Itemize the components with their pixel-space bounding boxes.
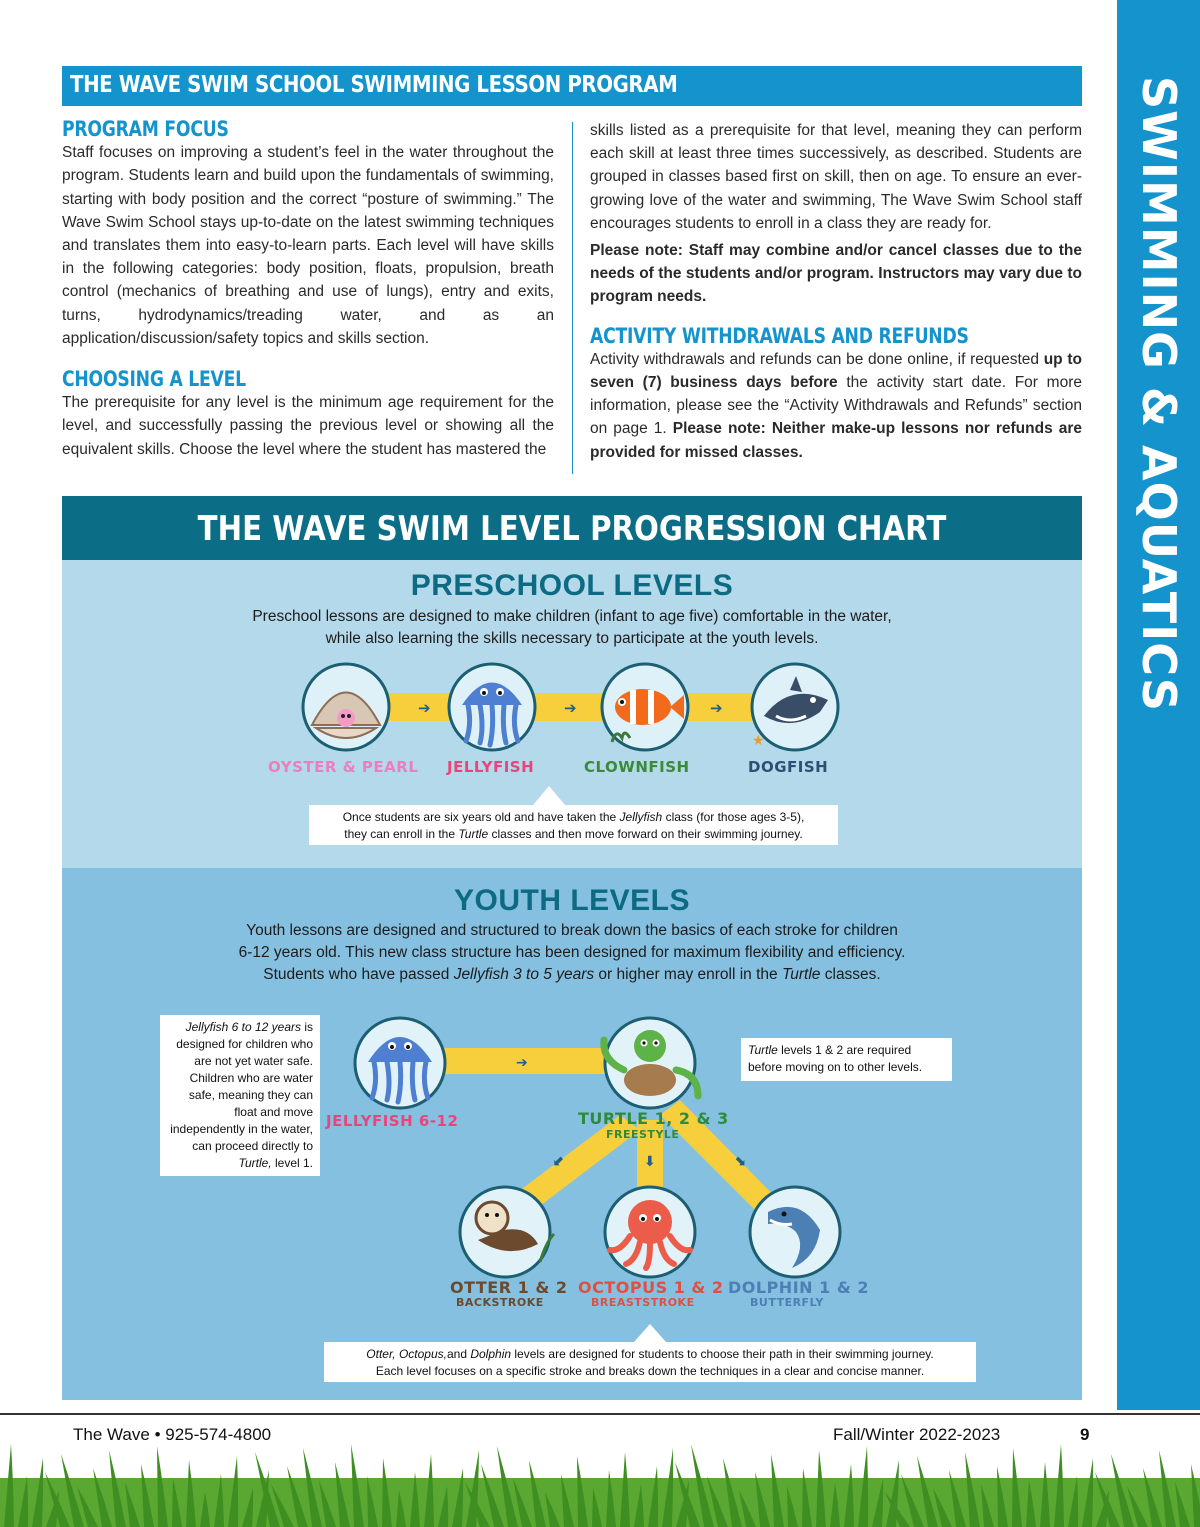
withdrawals-body-1: Activity withdrawals and refunds can be done online, if requested — [590, 350, 1040, 368]
choosing-level-heading: CHOOSING A LEVEL — [62, 367, 246, 392]
footer-contact: The Wave • 925-574-4800 — [73, 1425, 272, 1444]
bottom-note-text: levels are designed for students to choose their path in their swimming journey. — [511, 1347, 934, 1361]
youth-desc-text: Students who have passed — [263, 966, 454, 983]
preschool-note — [309, 805, 838, 845]
withdrawals-body-2: the activity start date. For more information, please see the “Activity Withdrawals and Refunds” section on page 1. — [590, 374, 1082, 438]
level-dogfish: DOGFISH — [748, 758, 829, 776]
level-oyster-pearl: OYSTER & PEARL — [268, 758, 419, 776]
program-focus-body: Staff focuses on improving a student’s feel in the water throughout the program. Students learn and build upon the fundamentals of swimming, starting with body position and the correct “posture of swimming.” The Wave Swim School stays up-to-date on the latest swimming techniques and translates them into easy-to-learn parts. Each level will have skills in the following categories: body position, floats, propulsion, breath control (mechanics of breathing and use of lungs), entry and exits, turns, hydrodynamics/treading water, and as an application/discussion/safety topics and skills section. — [62, 144, 554, 347]
arrow-right-icon: ➔ — [710, 699, 723, 717]
preschool-note-text: Once students are six years old and have taken the — [342, 810, 620, 824]
right-note-italic: Turtle — [748, 1043, 778, 1057]
page-title: THE WAVE SWIM SCHOOL SWIMMING LESSON PROGRAM — [70, 72, 678, 98]
bottom-note-italic: Dolphin — [470, 1347, 512, 1361]
youth-desc-line-3 — [62, 964, 1082, 986]
page-number: 9 — [1080, 1425, 1090, 1444]
youth-desc-text: or higher may enroll in the — [594, 966, 782, 983]
level-turtle: TURTLE 1, 2 & 3 — [578, 1109, 729, 1128]
chart-title: THE WAVE SWIM LEVEL PROGRESSION CHART — [197, 509, 947, 549]
left-note-text: level 1. — [271, 1156, 313, 1170]
level-clownfish: CLOWNFISH — [584, 758, 690, 776]
arrow-right-icon: ➔ — [564, 699, 577, 717]
youth-desc-line-2: 6-12 years old. This new class structure has been designed for maximum flexibility and efficiency. — [238, 944, 906, 961]
withdrawals-heading: ACTIVITY WITHDRAWALS AND REFUNDS — [590, 323, 969, 348]
arrow-right-icon: ➔ — [516, 1055, 528, 1071]
youth-paths — [400, 1048, 800, 1240]
level-turtle-stroke: FREESTYLE — [606, 1128, 680, 1141]
level-dolphin-stroke: BUTTERFLY — [750, 1296, 824, 1309]
preschool-desc-line-1: Preschool lessons are designed to make children (infant to age five) comfortable in the water, — [252, 608, 892, 625]
level-jellyfish-6-12: JELLYFISH 6-12 — [326, 1112, 459, 1130]
choosing-level-body: The prerequisite for any level is the minimum age requirement for the level, and successfully passing the previous level or showing all the equivalent skills. Choose the level where the student has mastered the — [62, 394, 554, 458]
turtle-note — [741, 1038, 952, 1081]
left-note-text: is designed for children who are not yet water safe. Children who are water safe, meaning they can float and move independently in the water, can proceed directly to — [170, 1020, 313, 1153]
arrow-down-left-icon: ⬋ — [553, 1153, 565, 1169]
dogfish-icon — [752, 664, 838, 750]
dolphin-icon — [750, 1187, 840, 1277]
preschool-heading: PRESCHOOL LEVELS — [410, 569, 734, 602]
youth-desc-line-1: Youth lessons are designed and structured to break down the basics of each stroke for children — [246, 922, 898, 939]
jellyfish-icon — [449, 664, 535, 750]
choosing-level-continued: skills listed as a prerequisite for that level, meaning they can perform each skill at least three times successively, as described. Students are grouped in classes based first on skill, then on age. To ensure an ever-growing love of the water and swimming, The Wave Swim School staff encourages students to enroll in a class they are ready for. — [590, 122, 1082, 232]
preschool-note-pointer — [533, 786, 565, 805]
staff-note: Please note: Staff may combine and/or cancel classes due to the needs of the students and/or program. Instructors may vary due to program needs. — [590, 242, 1082, 306]
arrow-down-right-icon: ⬊ — [734, 1153, 746, 1169]
footer-divider — [0, 1413, 1200, 1415]
clownfish-icon — [602, 664, 688, 750]
starfish-icon: ★ — [752, 732, 765, 748]
withdrawals-body-bold: up to seven (7) business days before — [590, 350, 1082, 392]
level-jellyfish: JELLYFISH — [447, 758, 535, 776]
youth-desc-italic: Turtle — [781, 966, 821, 983]
footer-season: Fall/Winter 2022-2023 — [833, 1425, 1001, 1444]
youth-desc-text: classes. — [820, 966, 881, 983]
program-focus-heading: PROGRAM FOCUS — [62, 117, 229, 141]
arrow-right-icon: ➔ — [418, 699, 431, 717]
left-note-italic: Jellyfish 6 to 12 years — [185, 1020, 301, 1034]
withdrawals-note: Please note: Neither make-up lessons nor refunds are provided for missed classes. — [590, 420, 1082, 461]
turtle-icon — [604, 1018, 698, 1108]
section-sidebar-title: SWIMMING & AQUATICS — [1132, 76, 1186, 712]
youth-stroke-note — [324, 1342, 976, 1382]
youth-note-pointer — [634, 1324, 666, 1342]
preschool-note-text: class (for those ages 3-5), — [662, 810, 805, 824]
bottom-note-italic: Otter, Octopus, — [366, 1347, 447, 1361]
bottom-note-text: and — [446, 1347, 471, 1361]
arrow-down-icon: ⬇ — [644, 1154, 656, 1170]
level-octopus-stroke: BREASTSTROKE — [591, 1296, 695, 1309]
right-note-text: levels 1 & 2 are required before moving on to other levels. — [748, 1043, 923, 1074]
preschool-note-text: they can enroll in the — [344, 827, 459, 841]
octopus-icon — [605, 1187, 695, 1277]
preschool-note-italic: Turtle — [458, 827, 489, 841]
youth-desc — [62, 920, 1082, 986]
jellyfish-6-12-note — [160, 1015, 320, 1176]
left-note-italic: Turtle, — [238, 1156, 272, 1170]
level-octopus: OCTOPUS 1 & 2 — [578, 1278, 724, 1297]
level-otter-stroke: BACKSTROKE — [456, 1296, 544, 1309]
level-dolphin: DOLPHIN 1 & 2 — [728, 1278, 869, 1297]
youth-heading: YOUTH LEVELS — [453, 884, 691, 917]
level-otter: OTTER 1 & 2 — [450, 1278, 568, 1297]
bottom-note-text: Each level focuses on a specific stroke and breaks down the techniques in a clear and concise manner. — [375, 1364, 925, 1378]
grass-decoration — [0, 1444, 1200, 1527]
youth-desc-italic: Jellyfish 3 to 5 years — [453, 966, 595, 983]
jellyfish-6-12-icon — [355, 1018, 445, 1108]
oyster-pearl-icon — [303, 664, 389, 750]
preschool-note-italic: Jellyfish — [619, 810, 663, 824]
preschool-desc-line-2: while also learning the skills necessary to participate at the youth levels. — [325, 630, 819, 647]
preschool-note-text: classes and then move forward on their swimming journey. — [488, 827, 803, 841]
